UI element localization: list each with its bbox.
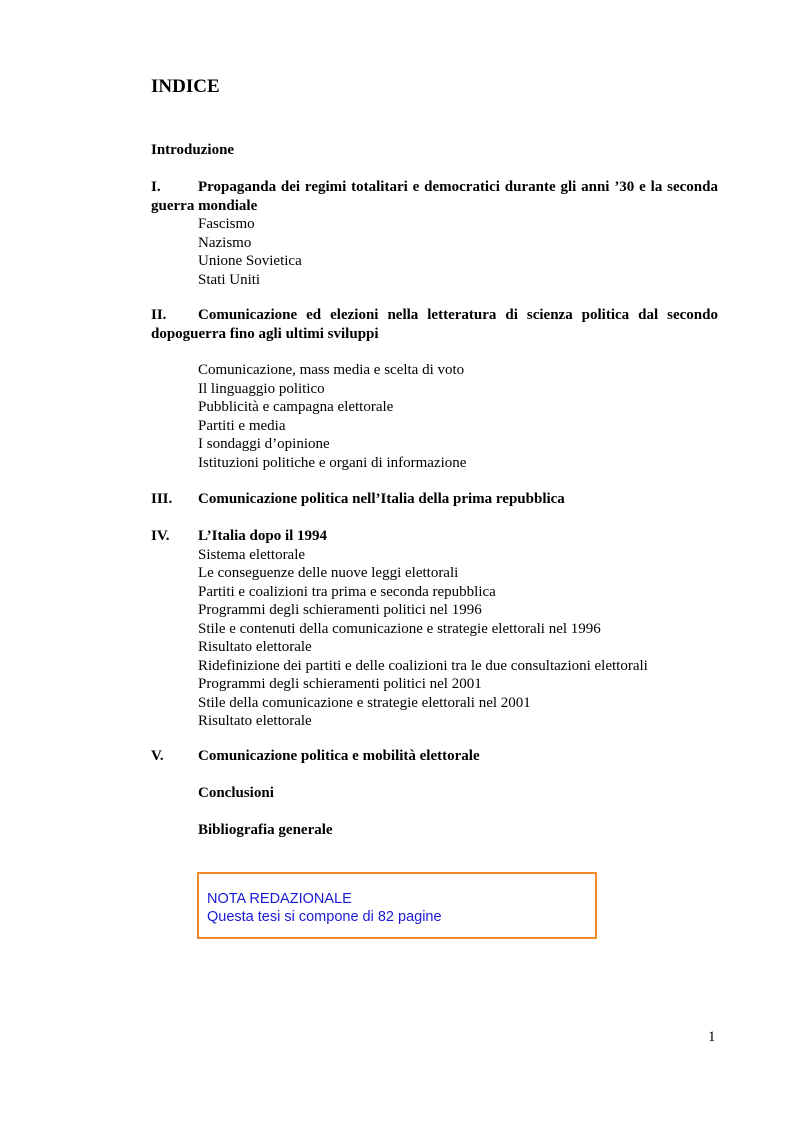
toc-section-4 [151, 527, 718, 731]
toc-subsection-item: Unione Sovietica [198, 253, 302, 269]
toc-section-number: II. [151, 307, 167, 323]
toc-section-title: L’Italia dopo il 1994 [198, 528, 328, 544]
toc-subsection-item: Comunicazione, mass media e scelta di voto [198, 362, 465, 378]
toc-subsection-item: Programmi degli schieramenti politici nel 2001 [198, 676, 482, 692]
editorial-note-box [197, 872, 597, 939]
page-title: INDICE [151, 76, 220, 97]
toc-section-title: Propaganda dei regimi totalitari e democratici durante gli anni ’30 e la seconda guerra mondiale [151, 179, 718, 214]
toc-bibliography: Bibliografia generale [198, 822, 333, 838]
toc-subsection-list [151, 546, 718, 731]
toc-subsection-item: Istituzioni politiche e organi di informazione [198, 454, 467, 471]
toc-section-heading [151, 527, 718, 546]
toc-introduction: Introduzione [151, 142, 235, 158]
toc-conclusions: Conclusioni [198, 785, 274, 801]
toc-subsection-item: Risultato elettorale [198, 713, 312, 729]
toc-subsection-item: Programmi degli schieramenti politici nel 1996 [198, 602, 482, 618]
toc-section-title: Comunicazione politica e mobilità elettorale [198, 748, 480, 764]
toc-subsection-item: Stile e contenuti della comunicazione e strategie elettorali nel 1996 [198, 620, 601, 637]
toc-subsection-item: Stati Uniti [198, 271, 261, 288]
toc-section-number: V. [151, 748, 164, 764]
toc-subsection-item: Le conseguenze delle nuove leggi elettorali [198, 565, 459, 581]
toc-subsection-item: Ridefinizione dei partiti e delle coalizioni tra le due consultazioni elettorali [198, 657, 648, 674]
toc-subsection-list [151, 215, 718, 289]
toc-subsection-item: Stile della comunicazione e strategie elettorali nel 2001 [198, 694, 531, 711]
toc-section-number: I. [151, 179, 161, 195]
toc-subsection-item: Sistema elettorale [198, 546, 306, 563]
toc-section-title: Comunicazione politica nell’Italia della prima repubblica [198, 491, 565, 507]
toc-section-1 [151, 178, 718, 289]
toc-section-heading [151, 490, 718, 509]
toc-subsection-item: Pubblicità e campagna elettorale [198, 399, 394, 415]
toc-section-title: Comunicazione ed elezioni nella letteratura di scienza politica dal secondo dopoguerra fino agli ultimi sviluppi [151, 307, 718, 342]
toc-subsection-item: Risultato elettorale [198, 639, 312, 655]
toc-subsection-item: Fascismo [198, 216, 255, 232]
editorial-note-body: Questa tesi si compone di 82 pagine [207, 909, 442, 925]
toc-section-heading [151, 747, 718, 766]
toc-section-heading [151, 306, 718, 343]
toc-section-number: IV. [151, 528, 170, 544]
toc-subsection-item: Il linguaggio politico [198, 380, 325, 397]
toc-section-number: III. [151, 491, 173, 507]
toc-subsection-list [151, 361, 718, 472]
editorial-note-heading: NOTA REDAZIONALE [207, 891, 352, 907]
toc-subsection-item: I sondaggi d’opinione [198, 436, 330, 452]
toc-subsection-item: Nazismo [198, 234, 252, 251]
toc-subsection-item: Partiti e media [198, 417, 286, 434]
toc-section-heading [151, 178, 718, 215]
toc-section-3 [151, 490, 718, 509]
editorial-note-text [207, 890, 442, 926]
toc-section-2 [151, 306, 718, 472]
toc-section-5 [151, 747, 718, 766]
toc-subsection-item: Partiti e coalizioni tra prima e seconda repubblica [198, 583, 496, 600]
page-number: 1 [708, 1029, 716, 1045]
